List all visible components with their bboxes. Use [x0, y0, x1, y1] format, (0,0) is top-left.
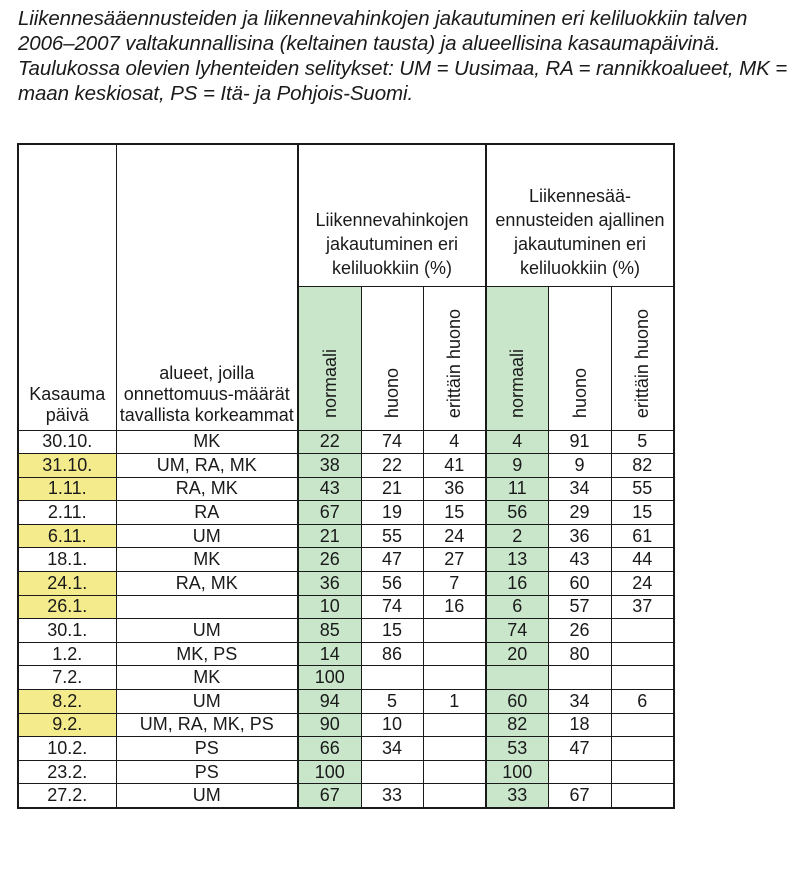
cell-date: 10.2. [18, 737, 116, 761]
cell-acc-normal: 85 [298, 619, 361, 643]
cell-fc-very-poor [611, 737, 674, 761]
cell-acc-poor [361, 760, 423, 784]
cell-fc-normal: 9 [486, 454, 548, 478]
cell-regions: UM [116, 524, 298, 548]
cell-acc-normal: 38 [298, 454, 361, 478]
header-fc-normal: normaali [486, 286, 548, 430]
cell-acc-normal: 22 [298, 430, 361, 454]
table-row [18, 454, 674, 478]
cell-date: 31.10. [18, 454, 116, 478]
cell-regions: MK [116, 430, 298, 454]
cell-regions: UM [116, 690, 298, 714]
cell-fc-very-poor [611, 760, 674, 784]
header-regions: alueet, joilla onnettomuus-määrät tavallista korkeammat [116, 144, 298, 430]
cell-acc-poor: 19 [361, 501, 423, 525]
cell-fc-normal: 33 [486, 784, 548, 808]
cell-fc-normal: 82 [486, 713, 548, 737]
cell-fc-poor [548, 760, 611, 784]
cell-fc-poor: 9 [548, 454, 611, 478]
cell-fc-very-poor [611, 666, 674, 690]
crash-clusters-table [17, 143, 675, 809]
cell-acc-poor: 55 [361, 524, 423, 548]
cell-acc-normal: 43 [298, 477, 361, 501]
cell-regions: RA [116, 501, 298, 525]
table-row [18, 524, 674, 548]
cell-acc-poor: 47 [361, 548, 423, 572]
cell-acc-very-poor [423, 784, 486, 808]
header-acc-poor: huono [361, 286, 423, 430]
cell-fc-very-poor: 37 [611, 595, 674, 619]
cell-fc-normal: 13 [486, 548, 548, 572]
cell-acc-normal: 21 [298, 524, 361, 548]
cell-acc-normal: 94 [298, 690, 361, 714]
cell-fc-very-poor [611, 619, 674, 643]
table-row [18, 642, 674, 666]
cell-regions: UM, RA, MK, PS [116, 713, 298, 737]
cell-date: 26.1. [18, 595, 116, 619]
cell-acc-very-poor: 36 [423, 477, 486, 501]
cell-acc-very-poor [423, 760, 486, 784]
cell-acc-poor [361, 666, 423, 690]
cell-date: 24.1. [18, 572, 116, 596]
cell-acc-very-poor [423, 737, 486, 761]
cell-fc-normal: 6 [486, 595, 548, 619]
cell-acc-normal: 36 [298, 572, 361, 596]
table-row [18, 430, 674, 454]
header-fc-poor: huono [548, 286, 611, 430]
cell-regions: MK [116, 666, 298, 690]
table-row [18, 784, 674, 808]
cell-fc-poor: 57 [548, 595, 611, 619]
cell-acc-very-poor [423, 713, 486, 737]
header-acc-normal: normaali [298, 286, 361, 430]
cell-regions: UM, RA, MK [116, 454, 298, 478]
table-row [18, 548, 674, 572]
cell-fc-poor: 47 [548, 737, 611, 761]
cell-acc-poor: 86 [361, 642, 423, 666]
cell-fc-normal: 4 [486, 430, 548, 454]
cell-fc-poor: 36 [548, 524, 611, 548]
cell-acc-normal: 67 [298, 501, 361, 525]
header-fc-very-poor: erittäin huono [611, 286, 674, 430]
cell-fc-very-poor: 15 [611, 501, 674, 525]
cell-fc-poor [548, 666, 611, 690]
cell-acc-poor: 10 [361, 713, 423, 737]
cell-fc-poor: 80 [548, 642, 611, 666]
cell-acc-very-poor: 27 [423, 548, 486, 572]
table-row [18, 737, 674, 761]
cell-acc-poor: 56 [361, 572, 423, 596]
cell-acc-very-poor: 1 [423, 690, 486, 714]
cell-acc-normal: 90 [298, 713, 361, 737]
table-row [18, 713, 674, 737]
cell-regions: RA, MK [116, 572, 298, 596]
cell-acc-poor: 74 [361, 430, 423, 454]
cell-fc-very-poor [611, 713, 674, 737]
cell-acc-very-poor [423, 619, 486, 643]
cell-regions: PS [116, 760, 298, 784]
cell-fc-normal: 2 [486, 524, 548, 548]
cell-fc-normal: 16 [486, 572, 548, 596]
cell-acc-normal: 14 [298, 642, 361, 666]
table-row [18, 690, 674, 714]
cell-fc-very-poor [611, 784, 674, 808]
cell-regions [116, 595, 298, 619]
cell-acc-normal: 66 [298, 737, 361, 761]
header-date: Kasauma päivä [18, 144, 116, 430]
cell-fc-very-poor [611, 642, 674, 666]
cell-fc-normal: 100 [486, 760, 548, 784]
table-body [18, 430, 674, 808]
cell-acc-very-poor [423, 666, 486, 690]
table-row [18, 760, 674, 784]
header-accident-distribution: Liikennevahinkojen jakautuminen eri keliluokkiin (%) [298, 144, 486, 286]
table-caption: Liikennesääennusteiden ja liikennevahinkojen jakautuminen eri keliluokkiin talven 2006–2007 valtakunnallisina (keltainen tausta) ja alueellisina kasaumapäivinä. Taulukossa olevien lyhenteiden selitykset: UM = Uusimaa, RA = rannikkoalueet, MK = maan keskiosat, PS = Itä- ja Pohjois-Suomi. [18, 7, 788, 105]
cell-date: 6.11. [18, 524, 116, 548]
cell-acc-very-poor: 16 [423, 595, 486, 619]
cell-acc-poor: 5 [361, 690, 423, 714]
cell-fc-poor: 29 [548, 501, 611, 525]
cell-date: 1.2. [18, 642, 116, 666]
cell-acc-normal: 100 [298, 760, 361, 784]
cell-acc-normal: 10 [298, 595, 361, 619]
cell-acc-normal: 26 [298, 548, 361, 572]
cell-fc-normal [486, 666, 548, 690]
cell-fc-poor: 43 [548, 548, 611, 572]
header-forecast-distribution: Liikennesää-ennusteiden ajallinen jakautuminen eri keliluokkiin (%) [486, 144, 674, 286]
cell-date: 9.2. [18, 713, 116, 737]
cell-acc-normal: 100 [298, 666, 361, 690]
cell-regions: MK, PS [116, 642, 298, 666]
cell-acc-poor: 15 [361, 619, 423, 643]
cell-fc-very-poor: 82 [611, 454, 674, 478]
cell-acc-very-poor [423, 642, 486, 666]
cell-fc-poor: 67 [548, 784, 611, 808]
cell-fc-normal: 56 [486, 501, 548, 525]
cell-fc-very-poor: 5 [611, 430, 674, 454]
cell-acc-very-poor: 24 [423, 524, 486, 548]
header-acc-very-poor: erittäin huono [423, 286, 486, 430]
cell-acc-poor: 21 [361, 477, 423, 501]
cell-acc-very-poor: 15 [423, 501, 486, 525]
cell-date: 30.10. [18, 430, 116, 454]
cell-date: 30.1. [18, 619, 116, 643]
cell-acc-normal: 67 [298, 784, 361, 808]
cell-fc-normal: 11 [486, 477, 548, 501]
cell-fc-normal: 60 [486, 690, 548, 714]
cell-fc-poor: 60 [548, 572, 611, 596]
cell-regions: UM [116, 784, 298, 808]
cell-fc-very-poor: 24 [611, 572, 674, 596]
cell-fc-very-poor: 55 [611, 477, 674, 501]
cell-date: 23.2. [18, 760, 116, 784]
cell-date: 2.11. [18, 501, 116, 525]
cell-date: 1.11. [18, 477, 116, 501]
cell-acc-poor: 74 [361, 595, 423, 619]
cell-regions: MK [116, 548, 298, 572]
cell-fc-poor: 26 [548, 619, 611, 643]
table-row [18, 595, 674, 619]
cell-fc-normal: 20 [486, 642, 548, 666]
cell-acc-very-poor: 7 [423, 572, 486, 596]
cell-date: 18.1. [18, 548, 116, 572]
cell-acc-poor: 22 [361, 454, 423, 478]
table-row [18, 619, 674, 643]
cell-fc-normal: 53 [486, 737, 548, 761]
cell-acc-poor: 34 [361, 737, 423, 761]
cell-acc-very-poor: 4 [423, 430, 486, 454]
cell-fc-poor: 34 [548, 477, 611, 501]
cell-date: 7.2. [18, 666, 116, 690]
cell-date: 27.2. [18, 784, 116, 808]
cell-fc-very-poor: 61 [611, 524, 674, 548]
cell-fc-normal: 74 [486, 619, 548, 643]
table-row [18, 477, 674, 501]
cell-fc-poor: 18 [548, 713, 611, 737]
cell-regions: UM [116, 619, 298, 643]
cell-fc-very-poor: 6 [611, 690, 674, 714]
cell-acc-very-poor: 41 [423, 454, 486, 478]
table-row [18, 572, 674, 596]
cell-regions: PS [116, 737, 298, 761]
table-row [18, 501, 674, 525]
cell-fc-poor: 91 [548, 430, 611, 454]
cell-fc-very-poor: 44 [611, 548, 674, 572]
table-row [18, 666, 674, 690]
cell-regions: RA, MK [116, 477, 298, 501]
cell-fc-poor: 34 [548, 690, 611, 714]
cell-date: 8.2. [18, 690, 116, 714]
cell-acc-poor: 33 [361, 784, 423, 808]
